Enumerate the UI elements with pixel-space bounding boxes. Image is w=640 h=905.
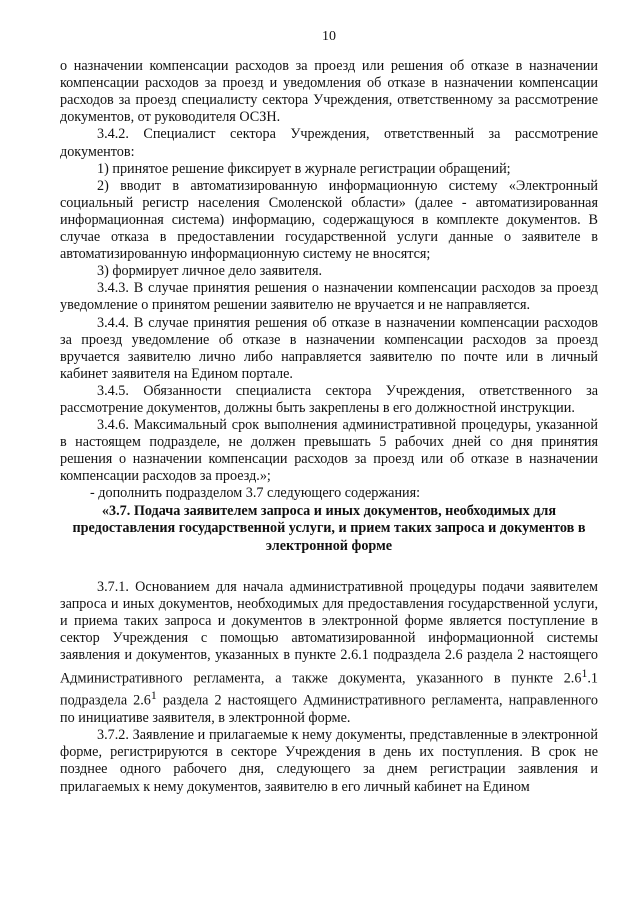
superscript-2: 1 [150,688,157,703]
paragraph-3-4-2: 3.4.2. Специалист сектора Учреждения, ответственный за рассмотрение документов: [60,126,598,160]
amendment-note: - дополнить подразделом 3.7 следующего содержания: [90,485,421,502]
paragraph-continuation: о назначении компенсации расходов за проезд или решения об отказе в назначении компенсации расходов за проезд и уведомления об отказе в назначении компенсации расходов за проезд специалисту сектора Учреждения, ответственному за рассмотрение документов, от руководителя ОСЗН. [60,58,598,126]
section-heading-3-7: «3.7. Подача заявителем запроса и иных документов, необходимых для предоставления государственной услуги, и прием таких запроса и документов в электронной форме [72,502,586,554]
list-item-3: 3) формирует личное дело заявителя. [97,263,323,280]
paragraph-3-7-2: 3.7.2. Заявление и прилагаемые к нему документы, представленные в электронной форме, регистрируются в секторе Учреждения в день их поступления. В срок не позднее одного рабочего дня, следующего за днем регистрации заявления и прилагаемых к нему документов, заявителю в его личный кабинет на Едином [60,727,598,795]
document-page [60,28,598,796]
paragraph-3-7-1 [60,579,598,727]
list-item-1: 1) принятое решение фиксирует в журнале регистрации обращений; [97,160,511,177]
list-item-2: 2) вводит в автоматизированную информационную систему «Электронный социальный регистр населения Смоленской области» (далее - автоматизированная информационная система) информацию, содержащуюся в комплекте документов. В случае отказа в предоставлении государственной услуги данные о заявителе в автоматизированную информационную систему не вносятся; [60,177,598,263]
paragraph-3-4-5: 3.4.5. Обязанности специалиста сектора Учреждения, ответственного за рассмотрение документов, должны быть закреплены в его должностной инструкции. [60,382,598,416]
para-371-part3: раздела 2 настоящего Административного регламента, направленного по инициативе заявителя, в электронной форме. [60,693,598,727]
paragraph-3-4-4: 3.4.4. В случае принятия решения об отказе в назначении компенсации расходов за проезд уведомление об отказе в назначении компенсации расходов за проезд вручается заявителю лично либо направляется заявителю по почте или в личный кабинет заявителя на Едином портале. [60,314,598,382]
para-371-part1: 3.7.1. Основанием для начала административной процедуры подачи заявителем запроса и иных документов, необходимых для предоставления государственной услуги, и приема таких запроса и документов в электронной форме является поступление в сектор Учреждения с помощью автоматизированной информационной системы заявления и документов, указанных в пункте 2.6.1 подраздела 2.6 раздела 2 настоящего Административного регламента, а также документа, указанного в пункте 2.6 [60,579,598,687]
superscript-1: 1 [581,665,588,680]
paragraph-3-4-3: 3.4.3. В случае принятия решения о назначении компенсации расходов за проезд уведомление о принятом решении заявителю не вручается и не направляется. [60,280,598,314]
page-number: 10 [322,29,336,44]
para-371-part2: .1 подраздела 2.6 [60,670,598,710]
paragraph-3-4-6: 3.4.6. Максимальный срок выполнения административной процедуры, указанной в настоящем подразделе, не должен превышать 5 рабочих дней со дня принятия решения о назначении компенсации расходов за проезд или об отказе в назначении компенсации расходов за проезд.»; [60,417,598,485]
